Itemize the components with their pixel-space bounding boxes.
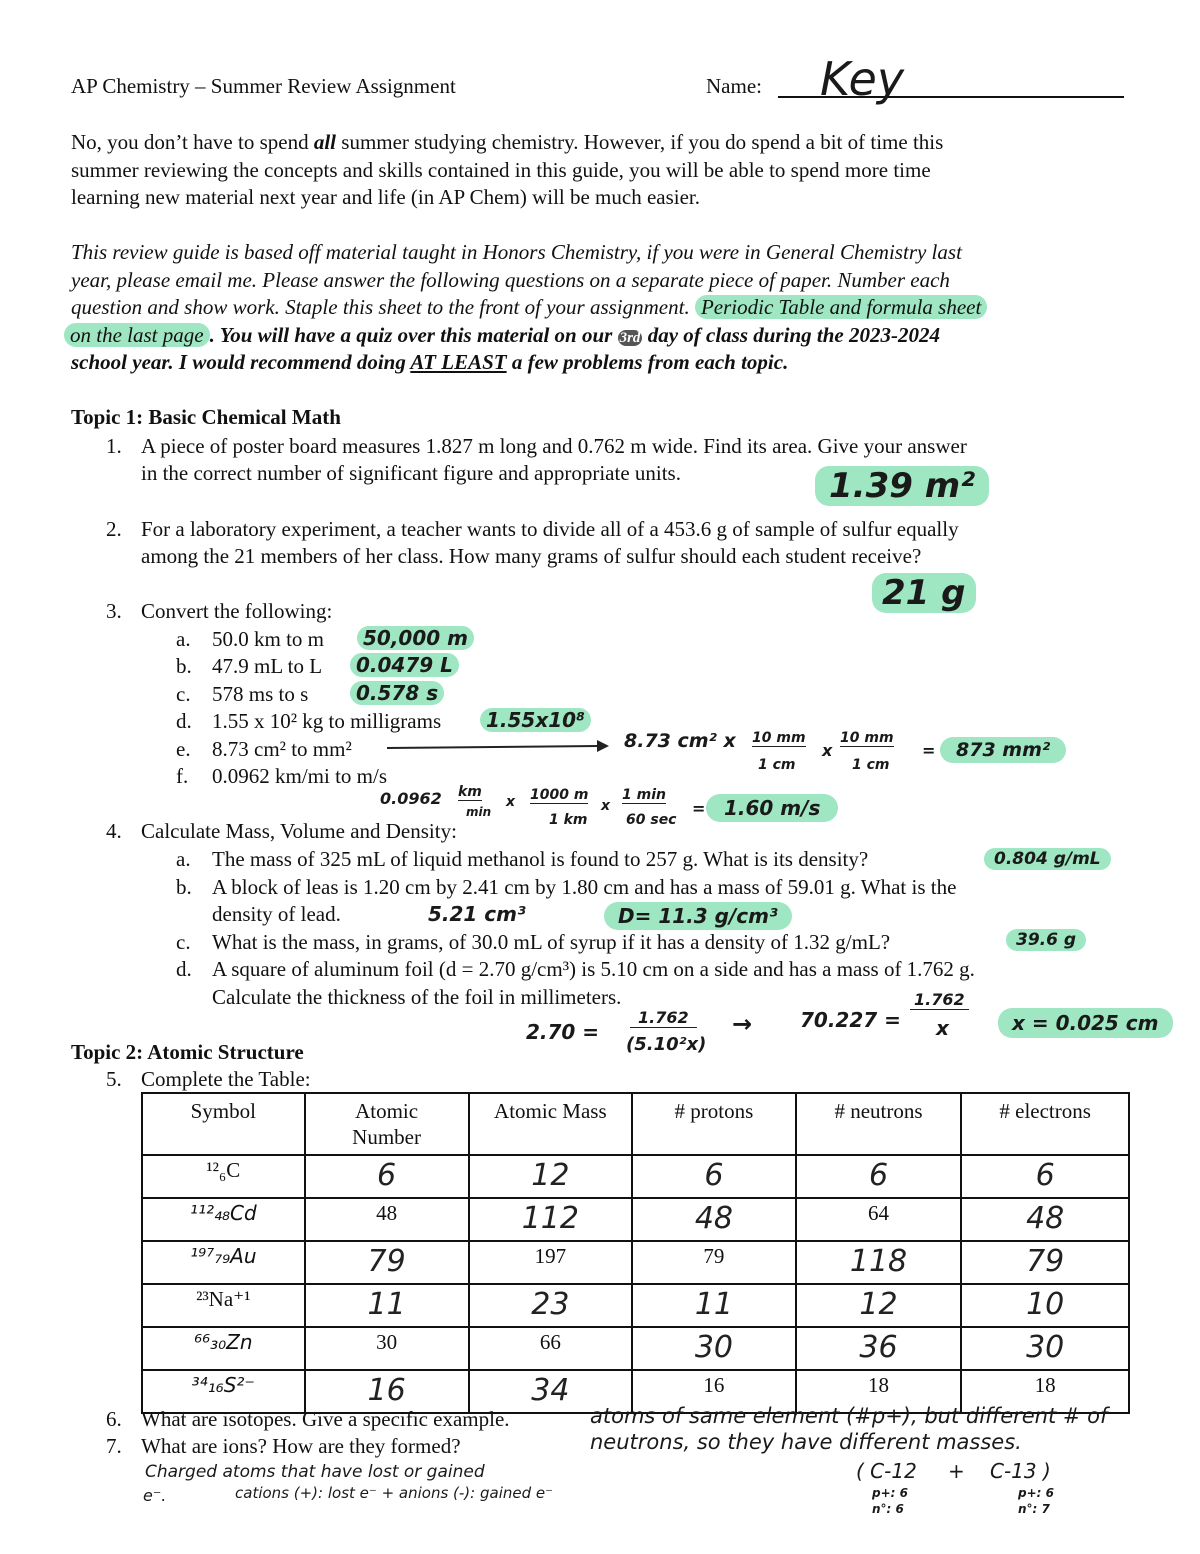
q3f-work-num1: 1000 m: [530, 787, 589, 803]
q6-c13-protons: p+: 6: [1018, 1486, 1054, 1500]
q3e-answer: 873 mm²: [940, 737, 1066, 763]
cell-protons: 6: [632, 1155, 796, 1198]
q3e-work-den1: 1 cm: [758, 757, 796, 773]
q2-number: 2.: [106, 517, 122, 541]
header-neutrons: # neutrons: [796, 1093, 962, 1155]
q4d-work-den: (5.10²x): [626, 1034, 707, 1055]
table-row: [142, 1155, 1129, 1198]
instructions-line-5: school year. I would recommend doing AT LEAST a few problems from each topic.: [71, 350, 789, 374]
q7-text: What are ions? How are they formed?: [141, 1434, 461, 1458]
cell-electrons: 30: [961, 1327, 1129, 1370]
q3d-answer: 1.55x10⁸: [480, 708, 591, 732]
cell-electrons: 10: [961, 1284, 1129, 1327]
instructions-line-4: on the last page . You will have a quiz over this material on our 3rd day of class during the 2023-2024: [64, 323, 940, 348]
cell-atomic-number: 11: [305, 1284, 469, 1327]
intro-line-1: No, you don’t have to spend all summer studying chemistry. However, if you do spend a bit of time this: [71, 130, 944, 154]
q3f-letter: f.: [176, 764, 189, 788]
q6-c12-protons: p+: 6: [872, 1486, 908, 1500]
cell-symbol: ¹⁹⁷₇₉Au: [142, 1241, 305, 1284]
q6-example-right: C-13 ): [990, 1459, 1051, 1483]
q3a-letter: a.: [176, 627, 191, 651]
q3e-text: 8.73 cm² to mm²: [212, 737, 352, 761]
q4a-letter: a.: [176, 847, 191, 871]
q7-number: 7.: [106, 1434, 122, 1458]
intro-line-3: learning new material next year and life (in AP Chem) will be much easier.: [71, 185, 701, 209]
q3d-letter: d.: [176, 709, 192, 733]
q1-text-2: in the correct number of significant figure and appropriate units.: [141, 461, 681, 485]
instructions-line-3: question and show work. Staple this sheet to the front of your assignment. Periodic Table and formula sheet: [71, 295, 987, 320]
cell-protons: 79: [632, 1241, 796, 1284]
q4d-text-2: Calculate the thickness of the foil in millimeters.: [212, 985, 622, 1009]
q3f-work-times1: x: [506, 794, 516, 810]
cell-atomic-number: 48: [305, 1198, 469, 1241]
table-row: [142, 1327, 1129, 1370]
q3f-work-equals: =: [692, 799, 706, 818]
cell-atomic-number: 30: [305, 1327, 469, 1370]
q3e-work-den2: 1 cm: [852, 757, 890, 773]
q6-c12-neutrons: n°: 6: [872, 1502, 904, 1516]
header-electrons: # electrons: [961, 1093, 1129, 1155]
cell-electrons: 18: [961, 1370, 1129, 1413]
header-atomic-number: Atomic Number: [305, 1093, 469, 1155]
q7-answer-2b: cations (+): lost e⁻ + anions (-): gained e⁻: [235, 1484, 554, 1502]
cell-neutrons: 36: [796, 1327, 962, 1370]
cell-neutrons: 18: [796, 1370, 962, 1413]
q4b-answer: D= 11.3 g/cm³: [604, 902, 792, 930]
cell-atomic-mass: 12: [469, 1155, 633, 1198]
q4d-text-1: A square of aluminum foil (d = 2.70 g/cm³) is 5.10 cm on a side and has a mass of 1.762 g.: [212, 957, 975, 981]
q4c-answer: 39.6 g: [1006, 929, 1086, 951]
q3a-answer: 50,000 m: [357, 626, 474, 650]
q1-text-1: A piece of poster board measures 1.827 m long and 0.762 m wide. Find its area. Give your answer: [141, 434, 967, 458]
q3e-arrow: [385, 736, 610, 760]
q4d-work-arrow: →: [732, 1010, 753, 1038]
cell-symbol: ³⁴₁₆S²⁻: [142, 1370, 305, 1413]
q3c-answer: 0.578 s: [350, 681, 444, 705]
highlight-last-page: on the last page: [64, 323, 210, 347]
q1-number: 1.: [106, 434, 122, 458]
q4b-letter: b.: [176, 875, 192, 899]
handwritten-3rd: 3rd: [619, 330, 641, 346]
q3-number: 3.: [106, 599, 122, 623]
q4-label: Calculate Mass, Volume and Density:: [141, 819, 457, 843]
cell-symbol: ¹²₆C: [142, 1155, 305, 1198]
cell-atomic-number: 16: [305, 1370, 469, 1413]
q6-c13-neutrons: n°: 7: [1018, 1502, 1050, 1516]
q4d-letter: d.: [176, 957, 192, 981]
table-row: [142, 1241, 1129, 1284]
header-atomic-mass: Atomic Mass: [469, 1093, 633, 1155]
cell-neutrons: 64: [796, 1198, 962, 1241]
q3d-text: 1.55 x 10² kg to milligrams: [212, 709, 442, 733]
q4a-text: The mass of 325 mL of liquid methanol is found to 257 g. What is its density?: [212, 847, 869, 871]
table-row: [142, 1284, 1129, 1327]
q3f-work-min: min: [466, 805, 492, 819]
q3e-work-times: x: [822, 741, 833, 760]
q4d-work-lhs: 2.70 =: [526, 1020, 600, 1044]
q3a-text: 50.0 km to m: [212, 627, 325, 651]
page-title: AP Chemistry – Summer Review Assignment: [71, 74, 456, 98]
q3f-work-value: 0.0962: [380, 789, 442, 808]
instructions-line-1: This review guide is based off material taught in Honors Chemistry, if you were in General Chemistry last: [71, 240, 962, 264]
q3e-work-equals: =: [922, 741, 936, 760]
q3b-letter: b.: [176, 654, 192, 678]
cell-neutrons: 118: [796, 1241, 962, 1284]
q3e-work-num2: 10 mm: [840, 730, 894, 746]
q1-answer: 1.39 m²: [815, 466, 989, 506]
cell-protons: 30: [632, 1327, 796, 1370]
cell-atomic-number: 79: [305, 1241, 469, 1284]
q6-example-left: ( C-12: [856, 1459, 917, 1483]
cell-atomic-mass: 23: [469, 1284, 633, 1327]
table-header-row: [142, 1093, 1129, 1155]
q4d-answer: x = 0.025 cm: [998, 1008, 1173, 1038]
cell-protons: 11: [632, 1284, 796, 1327]
q3e-letter: e.: [176, 737, 191, 761]
q6-text: What are isotopes. Give a specific example.: [141, 1407, 510, 1431]
header-protons: # protons: [632, 1093, 796, 1155]
q2-answer: 21 g: [872, 573, 976, 613]
q6-answer-2: neutrons, so they have different masses.: [590, 1430, 1022, 1454]
cell-neutrons: 6: [796, 1155, 962, 1198]
q3e-work-start: 8.73 cm² x: [624, 730, 736, 752]
q4b-text-2: density of lead.: [212, 902, 341, 926]
cell-atomic-mass: 112: [469, 1198, 633, 1241]
q3c-letter: c.: [176, 682, 191, 706]
table-row: [142, 1198, 1129, 1241]
q7-answer-2a: e⁻.: [143, 1486, 167, 1505]
q4c-letter: c.: [176, 930, 191, 954]
q4b-work: 5.21 cm³: [428, 902, 526, 926]
q4c-text: What is the mass, in grams, of 30.0 mL of syrup if it has a density of 1.32 g/mL?: [212, 930, 891, 954]
instructions-line-2: year, please email me. Please answer the following questions on a separate piece of paper. Number each: [71, 268, 950, 292]
q6-example-plus: +: [948, 1459, 965, 1483]
cell-electrons: 48: [961, 1198, 1129, 1241]
q4-number: 4.: [106, 819, 122, 843]
topic-1-heading: Topic 1: Basic Chemical Math: [71, 405, 341, 429]
q7-answer-1: Charged atoms that have lost or gained: [145, 1462, 485, 1482]
topic-2-heading: Topic 2: Atomic Structure: [71, 1040, 304, 1064]
highlight-periodic-table: Periodic Table and formula sheet: [695, 295, 987, 319]
q3b-text: 47.9 mL to L: [212, 654, 323, 678]
q2-text-2: among the 21 members of her class. How many grams of sulfur should each student receive?: [141, 544, 922, 568]
q3f-work-num2: 1 min: [622, 787, 666, 803]
q6-answer-1: atoms of same element (#p+), but different # of: [590, 1404, 1108, 1428]
q2-text-1: For a laboratory experiment, a teacher wants to divide all of a 453.6 g of sample of sulfur equally: [141, 517, 959, 541]
q3f-answer: 1.60 m/s: [706, 794, 838, 822]
header-symbol: Symbol: [142, 1093, 305, 1155]
q6-number: 6.: [106, 1407, 122, 1431]
cell-protons: 16: [632, 1370, 796, 1413]
cell-atomic-number: 6: [305, 1155, 469, 1198]
q5-label: Complete the Table:: [141, 1067, 311, 1091]
q3f-text: 0.0962 km/mi to m/s: [212, 764, 388, 788]
q3b-answer: 0.0479 L: [350, 653, 459, 677]
q3e-work-num1: 10 mm: [752, 730, 806, 746]
cell-symbol: ⁶⁶₃₀Zn: [142, 1327, 305, 1370]
cell-neutrons: 12: [796, 1284, 962, 1327]
q4d-work-eq2: 70.227 =: [800, 1008, 901, 1032]
q4d-work-num: 1.762: [630, 1008, 697, 1028]
cell-electrons: 79: [961, 1241, 1129, 1284]
cell-atomic-mass: 66: [469, 1327, 633, 1370]
q3c-text: 578 ms to s: [212, 682, 309, 706]
q3f-work-den1: 1 km: [549, 812, 588, 828]
atomic-structure-table: [141, 1092, 1130, 1414]
q3f-work-den2: 60 sec: [626, 812, 677, 828]
intro-line-2: summer reviewing the concepts and skills contained in this guide, you will be able to spend more time: [71, 158, 931, 182]
q3f-work-km: km: [458, 784, 482, 800]
cell-electrons: 6: [961, 1155, 1129, 1198]
q4b-text-1: A block of leas is 1.20 cm by 2.41 cm by 1.80 cm and has a mass of 59.01 g. What is the: [212, 875, 957, 899]
q4d-work-num2: 1.762: [910, 990, 969, 1010]
q3-label: Convert the following:: [141, 599, 333, 623]
q3f-work-times2: x: [601, 798, 611, 814]
cell-atomic-mass: 197: [469, 1241, 633, 1284]
cell-protons: 48: [632, 1198, 796, 1241]
cell-symbol: ¹¹²₄₈Cd: [142, 1198, 305, 1241]
cell-atomic-mass: 34: [469, 1370, 633, 1413]
q4d-work-x: x: [936, 1016, 949, 1040]
name-label: Name:: [706, 74, 762, 98]
cell-symbol: ²³Na⁺¹: [142, 1284, 305, 1327]
name-value: Key: [820, 52, 905, 106]
q5-number: 5.: [106, 1067, 122, 1091]
q4a-answer: 0.804 g/mL: [984, 848, 1111, 870]
